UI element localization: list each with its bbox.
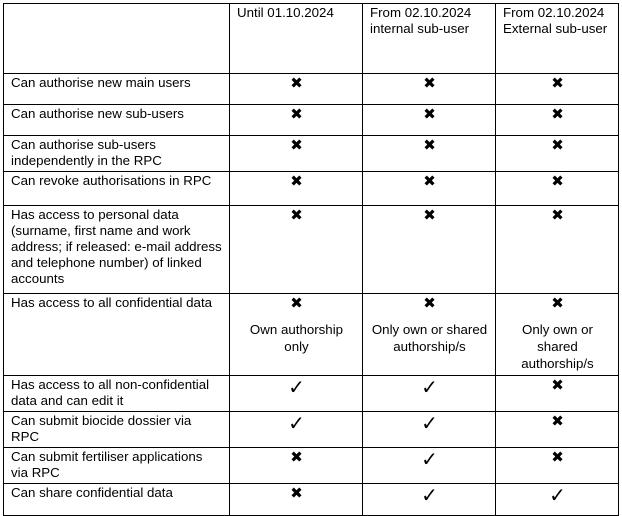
permission-cell xyxy=(230,376,363,412)
permission-cell xyxy=(496,376,619,412)
permission-cell xyxy=(230,136,363,172)
cross-icon: ✖ xyxy=(290,172,303,190)
cross-icon: ✖ xyxy=(290,136,303,154)
header-row xyxy=(4,4,619,74)
cross-icon: ✖ xyxy=(423,206,436,224)
row-label: Can authorise sub-users independently in the RPC xyxy=(4,136,230,172)
table-row xyxy=(4,412,619,448)
cross-icon: ✖ xyxy=(551,448,564,466)
check-icon: ✓ xyxy=(421,375,438,399)
cross-icon: ✖ xyxy=(551,105,564,123)
table-row xyxy=(4,105,619,136)
table-row xyxy=(4,448,619,484)
permission-cell xyxy=(230,294,363,376)
cross-icon: ✖ xyxy=(290,74,303,92)
permissions-table xyxy=(3,3,619,516)
permission-cell xyxy=(496,105,619,136)
permission-cell xyxy=(496,172,619,206)
row-label: Can authorise new sub-users xyxy=(4,105,230,136)
permission-note: Only own or shared authorship/s xyxy=(371,322,488,354)
cross-icon: ✖ xyxy=(551,74,564,92)
row-label: Can submit biocide dossier via RPC xyxy=(4,412,230,448)
permission-cell xyxy=(363,206,496,294)
cross-icon: ✖ xyxy=(290,206,303,224)
permission-cell xyxy=(363,172,496,206)
cross-icon: ✖ xyxy=(551,172,564,190)
row-label: Can submit fertiliser applications via RPC xyxy=(4,448,230,484)
check-icon: ✓ xyxy=(421,447,438,471)
check-icon: ✓ xyxy=(549,483,566,507)
cross-icon: ✖ xyxy=(551,136,564,154)
permission-cell xyxy=(230,172,363,206)
permission-cell xyxy=(363,412,496,448)
table-row xyxy=(4,172,619,206)
row-label: Has access to personal data (surname, first name and work address; if released: e-mail address and telephone number) of linked accounts xyxy=(4,206,230,294)
permission-cell xyxy=(363,376,496,412)
permission-cell xyxy=(496,412,619,448)
permission-cell xyxy=(496,74,619,105)
permission-cell xyxy=(363,136,496,172)
permission-cell xyxy=(230,206,363,294)
permission-cell xyxy=(230,105,363,136)
check-icon: ✓ xyxy=(421,411,438,435)
permission-cell xyxy=(363,105,496,136)
permission-cell xyxy=(496,448,619,484)
header-external: From 02.10.2024 External sub-user xyxy=(496,4,619,74)
check-icon: ✓ xyxy=(421,483,438,507)
cross-icon: ✖ xyxy=(290,294,303,312)
permission-cell xyxy=(363,448,496,484)
header-until: Until 01.10.2024 xyxy=(230,4,363,74)
cross-icon: ✖ xyxy=(423,294,436,312)
cross-icon: ✖ xyxy=(551,376,564,394)
row-label: Has access to all confidential data xyxy=(4,294,230,376)
permission-cell xyxy=(363,74,496,105)
cross-icon: ✖ xyxy=(290,105,303,123)
table-row xyxy=(4,206,619,294)
cross-icon: ✖ xyxy=(423,136,436,154)
cross-icon: ✖ xyxy=(423,105,436,123)
check-icon: ✓ xyxy=(288,375,305,399)
permission-cell xyxy=(496,136,619,172)
permission-cell xyxy=(363,294,496,376)
permission-cell xyxy=(496,484,619,516)
table-row xyxy=(4,376,619,412)
table-row xyxy=(4,484,619,516)
permission-cell xyxy=(363,484,496,516)
table-body xyxy=(4,74,619,516)
table-row xyxy=(4,74,619,105)
table-row xyxy=(4,294,619,376)
permission-cell xyxy=(230,412,363,448)
row-label: Can authorise new main users xyxy=(4,74,230,105)
permission-cell xyxy=(496,206,619,294)
cross-icon: ✖ xyxy=(423,74,436,92)
cross-icon: ✖ xyxy=(551,294,564,312)
table-row xyxy=(4,136,619,172)
cross-icon: ✖ xyxy=(551,206,564,224)
cross-icon: ✖ xyxy=(290,484,303,502)
row-label: Can revoke authorisations in RPC xyxy=(4,172,230,206)
permission-note: Own authorship only xyxy=(249,322,344,354)
row-label: Has access to all non-confidential data and can edit it xyxy=(4,376,230,412)
permission-cell xyxy=(230,484,363,516)
header-corner xyxy=(4,4,230,74)
permission-cell xyxy=(230,448,363,484)
cross-icon: ✖ xyxy=(423,172,436,190)
cross-icon: ✖ xyxy=(290,448,303,466)
check-icon: ✓ xyxy=(288,411,305,435)
header-internal: From 02.10.2024 internal sub-user xyxy=(363,4,496,74)
cross-icon: ✖ xyxy=(551,412,564,430)
permission-cell xyxy=(230,74,363,105)
permission-note: Only own or shared authorship/s xyxy=(521,322,594,371)
row-label: Can share confidential data xyxy=(4,484,230,516)
permission-cell xyxy=(496,294,619,376)
